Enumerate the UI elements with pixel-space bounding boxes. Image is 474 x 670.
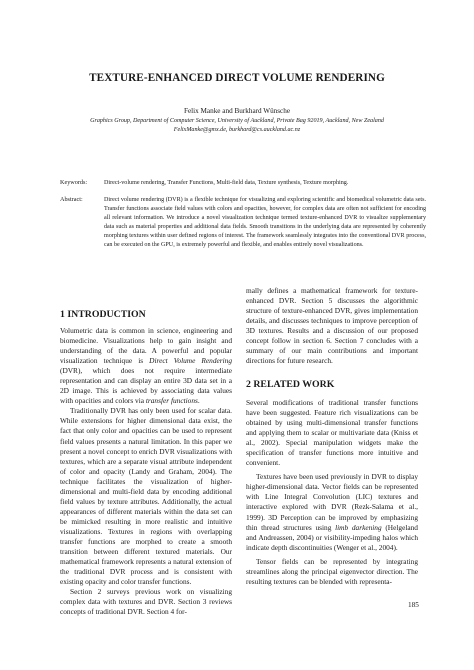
- affiliation-line: Graphics Group, Department of Computer Science, University of Auckland, Private Bag 92019, Auckland, New Zealand: [90, 118, 384, 124]
- page-number: 185: [408, 601, 419, 609]
- author-affiliation: [0, 117, 474, 135]
- related-paragraph-1: Several modifications of traditional transfer functions have been suggested. Feature rich visualizations can be obtained by using multi-dimensional transfer functions and applying them to scalar or multivariate data (Kniss et al., 2002). Special manipulation widgets make the specification of transfer functions more intuitive and convenient.: [246, 398, 418, 468]
- left-column: [60, 326, 232, 617]
- abstract-label: Abstract:: [60, 196, 83, 203]
- paper-authors: Felix Manke and Burkhard Wünsche: [183, 107, 291, 115]
- right-column-top: [246, 286, 418, 366]
- related-paragraph-3: Tensor fields can be represented by integrating streamlines along the principal eigenvector direction. The resulting textures can be blended with representa-: [246, 556, 418, 586]
- right-column-bottom: [246, 398, 418, 587]
- keywords-label: Keywords:: [60, 179, 88, 186]
- keywords-text: Direct-volume rendering, Transfer Functions, Multi-field data, Texture synthesis, Texture morphing.: [104, 180, 349, 186]
- intro-paragraph-2: Traditionally DVR has only been used for scalar data. While extensions for higher dimensional data exist, the fact that only color and opacities can be used to represent field values presents a natural limitation. In this paper we present a novel concept to enrich DVR visualizations with textures, which are a separate visual attribute independent of color and opacity (Landy and Graham, 2004). The technique facilitates the visualization of higher-dimensional and multi-field data by encoding additional field values by texture attributes. Additionally, the actual appearances of different materials within the data set can be mimicked resulting in more realistic and intuitive visualizations. Textures in regions with overlapping transfer functions are morphed to create a smooth transition between different textured materials. Our mathematical framework represents a natural extension of the traditional DVR process and is consistent with existing opacity and color transfer functions.: [60, 406, 232, 587]
- related-paragraph-2: Textures have been used previously in DVR to display higher-dimensional data. Vector fields can be represented with Line Integral Convolution (LIC) textures and interactive explored with DVR (Rezk-Salama et al., 1999). 3D Perception can be improved by emphasizing thin thread structures using limb darkening (Helgeland and Andreassen, 2004) or visibility-impeding halos which indicate depth discontinuities (Wenger et al., 2004).: [246, 472, 418, 552]
- intro-paragraph-1: Volumetric data is common in science, engineering and biomedicine. Visualizations help to gain insight and understanding of the data. A powerful and popular visualization technique is Direct Volume Rendering (DVR), which does not require intermediate representation and can display an entire 3D data set in a 2D image. This is achieved by associating data values with opacities and colors via transfer functions.: [60, 326, 232, 406]
- section-2-heading: 2 RELATED WORK: [246, 379, 335, 390]
- intro-paragraph-3: Section 2 surveys previous work on visualizing complex data with textures and DVR. Section 3 reviews concepts of traditional DVR. Section 4 for-: [60, 587, 232, 617]
- abstract-text: Direct volume rendering (DVR) is a flexible technique for visualizing and exploring scientific and biomedical volumetric data sets. Transfer functions associate field values with colors and opacities, however, for complex data are often not sufficient for encoding all relevant information. We introduce a novel visualization technique termed texture-enhanced DVR to visualize supplementary data such as material properties and additional data fields. Smooth transitions in the underlying data are represented by coherently morphing textures within user defined regions of interest. The framework seamlessly integrates into the conventional DVR process, can be executed on the GPU, is extremely powerful and flexible, and enables entirely novel visualizations.: [104, 197, 426, 248]
- paper-title: TEXTURE-ENHANCED DIRECT VOLUME RENDERING: [89, 72, 385, 84]
- email-line: FelixManke@gmx.de, burkhard@cs.auckland.ac.nz: [173, 127, 301, 133]
- section-1-heading: 1 INTRODUCTION: [60, 309, 146, 320]
- intro-paragraph-4: mally defines a mathematical framework for texture-enhanced DVR. Section 5 discusses the algorithmic structure of texture-enhanced DVR, gives implementation details, and discusses techniques to improve perception of 3D textures. Results and a discussion of our proposed concept follow in section 6. Section 7 concludes with a summary of our main contributions and important directions for future research.: [246, 286, 418, 366]
